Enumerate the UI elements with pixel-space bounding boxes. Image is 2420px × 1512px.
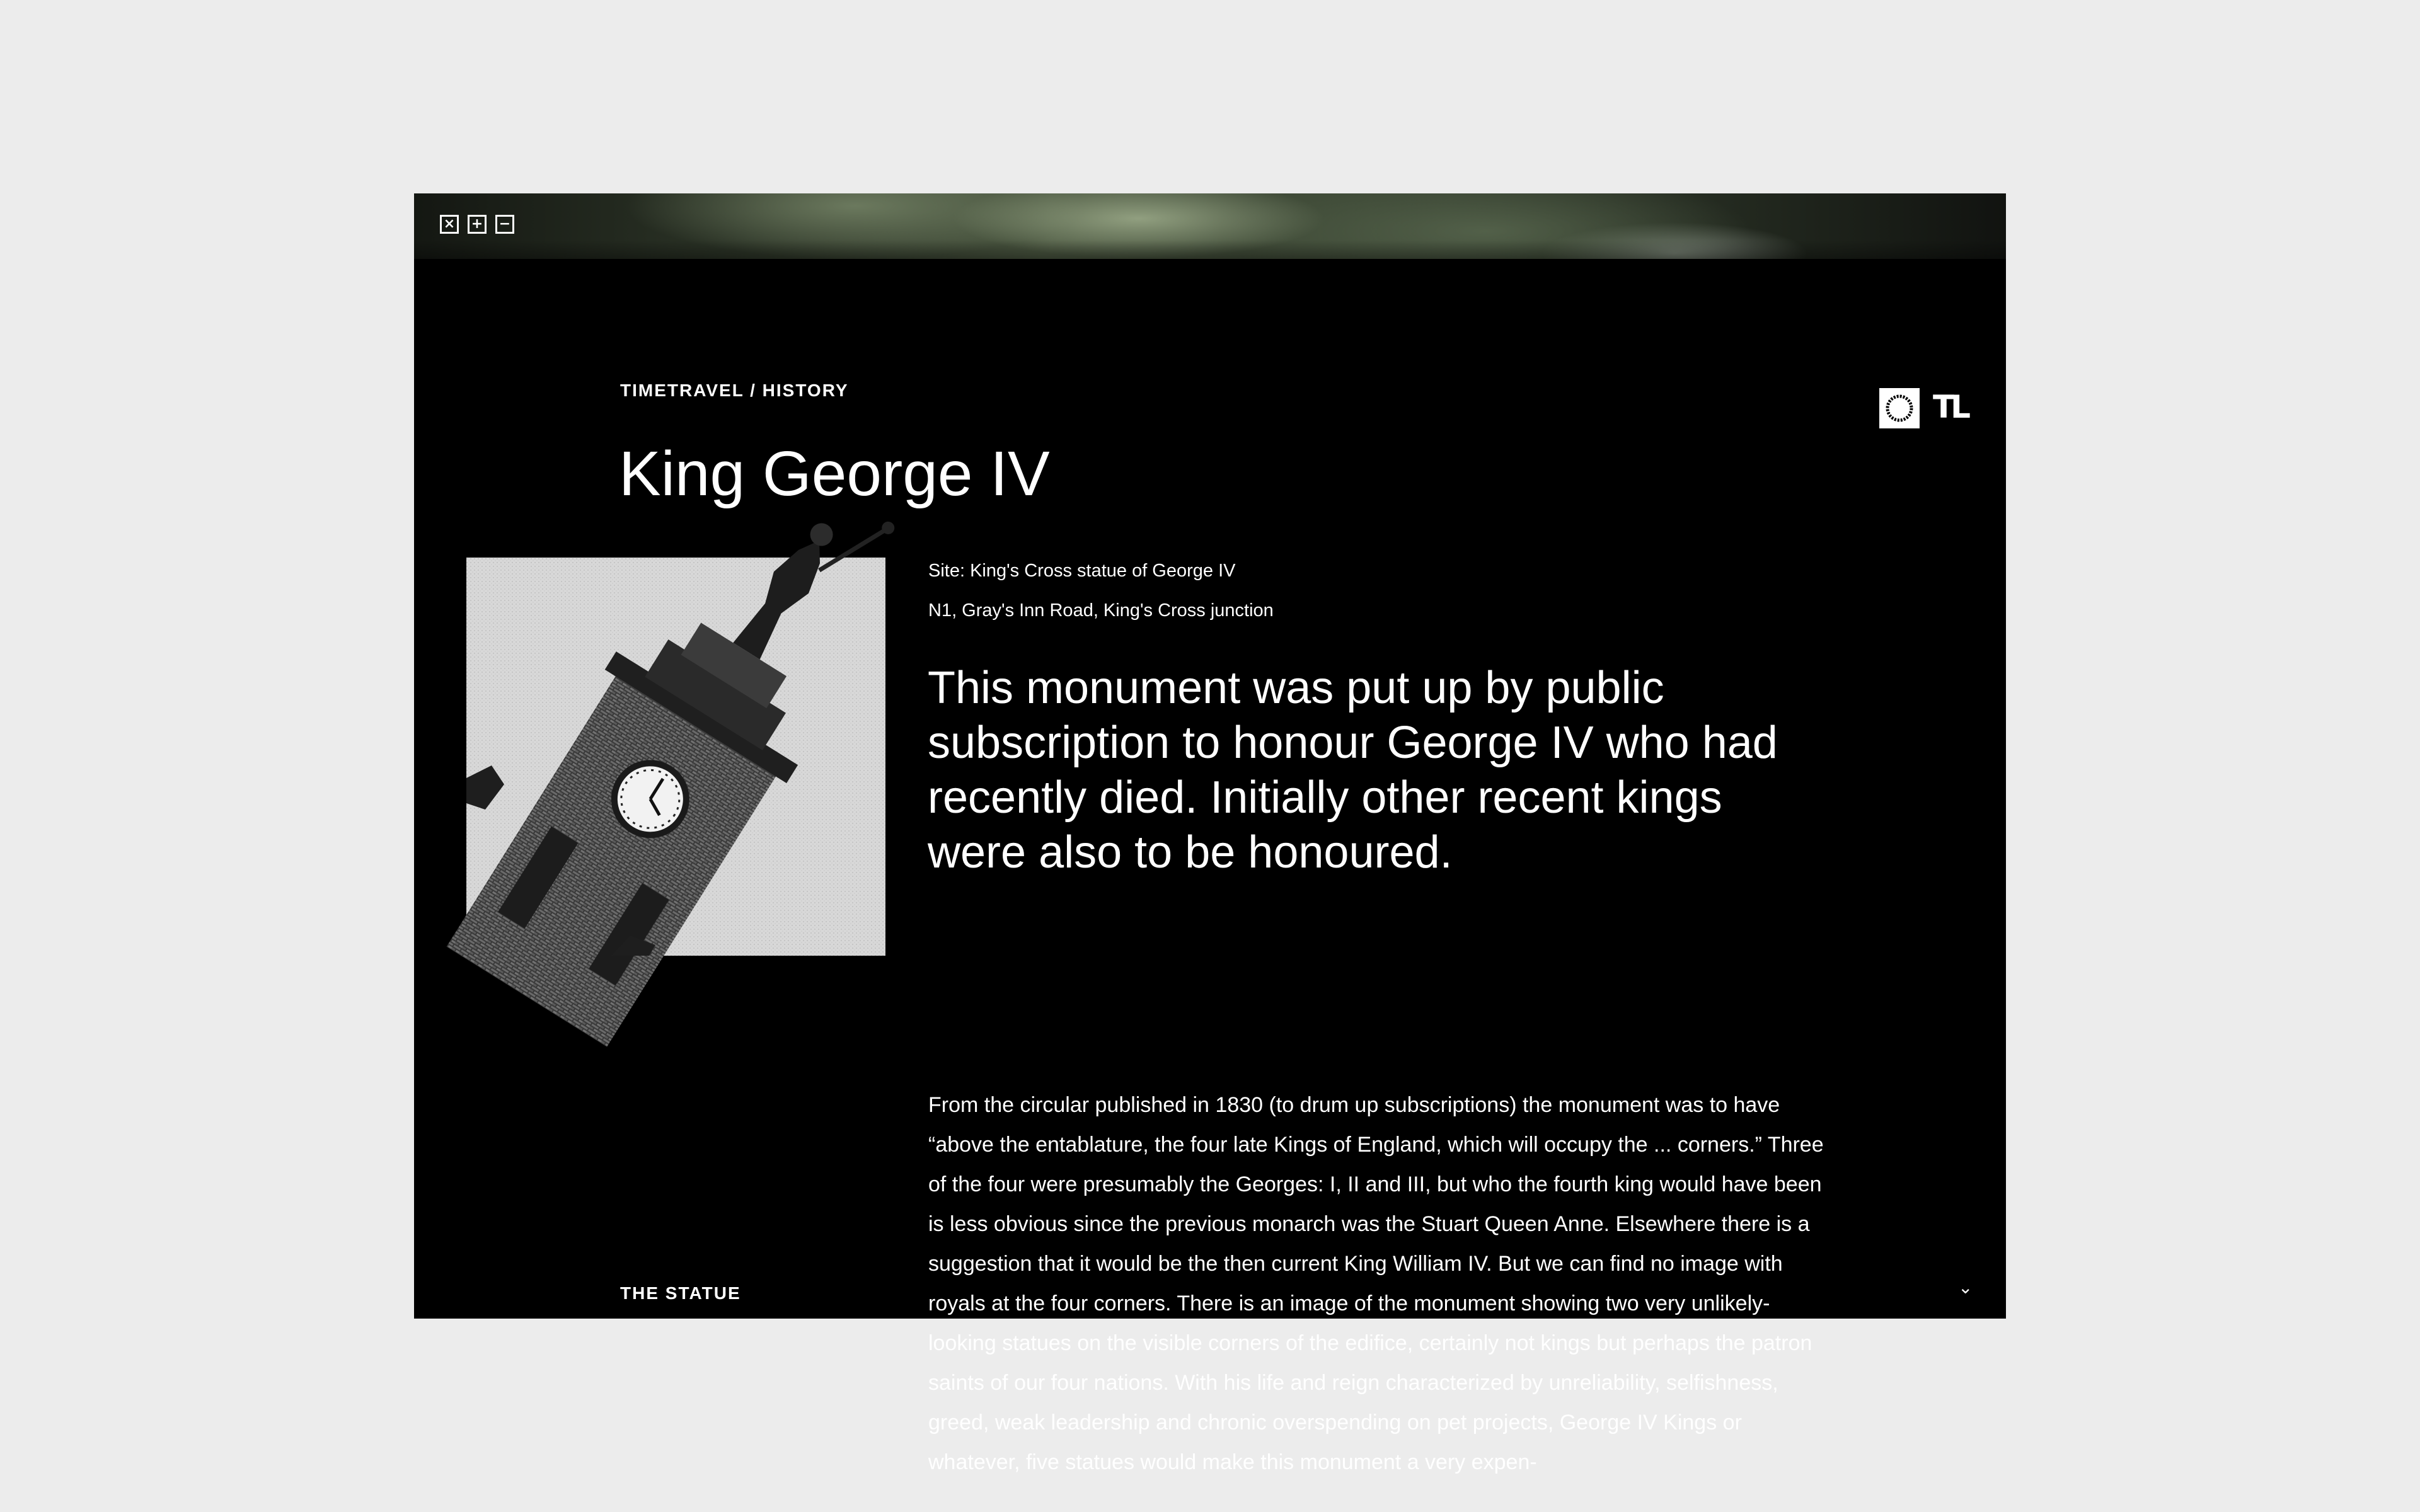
window-controls [440, 215, 514, 234]
site-name: Site: King's Cross statue of George IV [928, 561, 1236, 581]
statue-photo [466, 558, 885, 956]
brand-mark-logo[interactable]: TL [1933, 389, 1967, 425]
section-label: THE STATUE [620, 1283, 741, 1303]
breadcrumb-category[interactable]: HISTORY [762, 381, 849, 400]
body-paragraph: From the circular published in 1830 (to drum up subscriptions) the monument was to have “above the entablature, the four late Kings of England, which will occupy the ... corners.” Three of the four were presumably the Georges: I, II and III, but who the fourth king would have been is less obvious since the previous monarch was the Stuart Queen Anne. Elsewhere there is a suggestion that it would be the then current King William IV. But we can find no image with royals at the four corners. There is an image of the monument showing two very unlikely-looking statues on the visible corners of the edifice, certainly not kings but perhaps the patron saints of our four nations. With his life and reign characterized by unreliability, selfishness, greed, weak leadership and chronic overspending on pet projects, George IV Kings or whatever, five statues would make this monument a very expen- [928, 1093, 1824, 1474]
maximize-button[interactable]: + [468, 215, 487, 234]
site-info [928, 551, 1274, 631]
close-button[interactable]: × [440, 215, 459, 234]
breadcrumb-section[interactable]: TIMETRAVEL [620, 381, 744, 400]
scroll-down-icon[interactable]: ⌄ [1958, 1277, 1973, 1298]
breadcrumb-separator: / [750, 381, 756, 400]
lead-paragraph: This monument was put up by public subscription to honour George IV who had recently died. Initially other recent kings were also to be honoured. [928, 663, 1778, 878]
site-address: N1, Gray's Inn Road, King's Cross junction [928, 600, 1274, 621]
brand-badge-logo[interactable] [1879, 388, 1920, 428]
app-window [414, 193, 2006, 1474]
minimize-button[interactable]: − [495, 215, 514, 234]
statue-illustration [466, 558, 885, 956]
page-title: King George IV [619, 438, 1050, 509]
breadcrumb [620, 381, 849, 401]
circular-text-logo-icon [1879, 388, 1920, 428]
header-photo-banner [414, 193, 2006, 259]
